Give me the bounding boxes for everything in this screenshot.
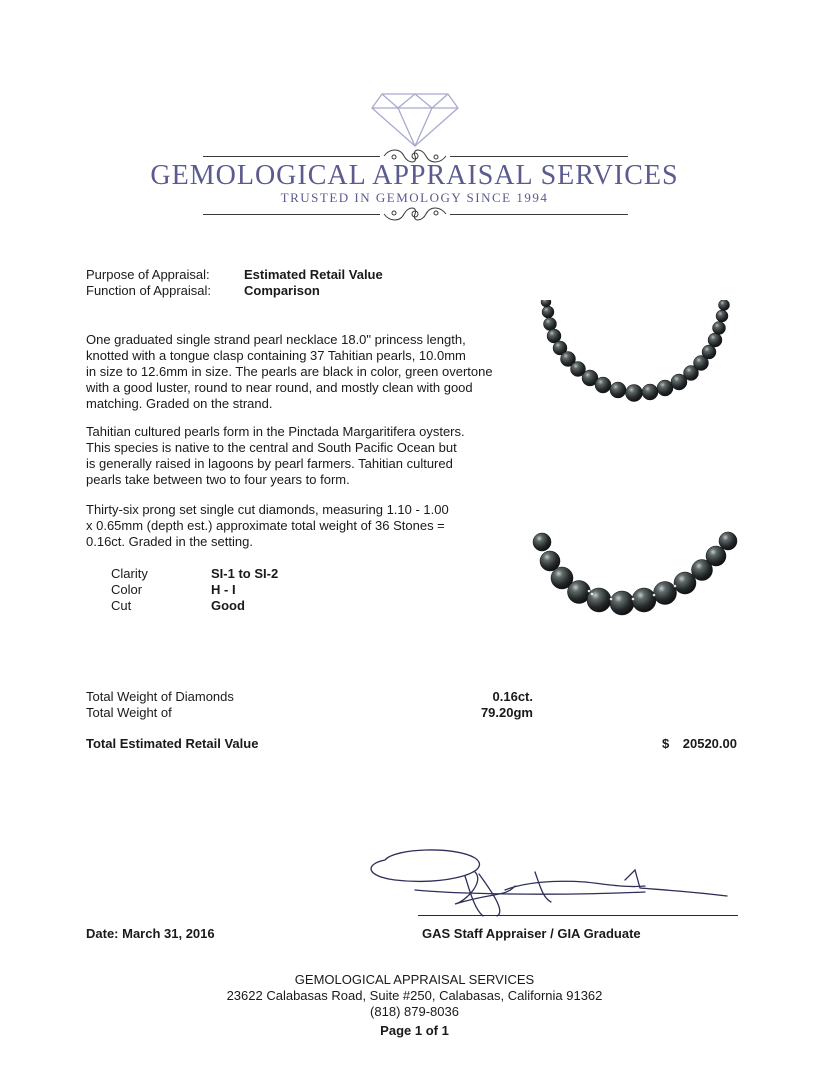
diamond-icon bbox=[370, 92, 460, 148]
text-line: 0.16ct. Graded in the setting. bbox=[86, 534, 253, 549]
text-line: matching. Graded on the strand. bbox=[86, 396, 273, 411]
cut-value: Good bbox=[211, 598, 245, 613]
total-weight-label: Total Weight of bbox=[86, 705, 172, 720]
description-paragraph-3 bbox=[86, 502, 526, 550]
footer-company: GEMOLOGICAL APPRAISAL SERVICES bbox=[294, 972, 535, 987]
clarity-label: Clarity bbox=[111, 566, 148, 581]
text-line: in size to 12.6mm in size. The pearls are black in color, green overtone bbox=[86, 364, 493, 379]
color-label: Color bbox=[111, 582, 143, 597]
text-line: This species is native to the central and South Pacific Ocean but bbox=[86, 440, 457, 455]
text-line: is generally raised in lagoons by pearl farmers. Tahitian cultured bbox=[86, 456, 453, 471]
pearl-necklace-image bbox=[530, 300, 740, 410]
color-value: H - I bbox=[211, 582, 236, 597]
total-diamond-weight-label: Total Weight of Diamonds bbox=[86, 689, 234, 704]
function-label: Function of Appraisal: bbox=[86, 283, 212, 298]
page-number: Page 1 of 1 bbox=[380, 1023, 449, 1038]
cut-label: Cut bbox=[111, 598, 132, 613]
footer-phone: (818) 879-8036 bbox=[370, 1004, 459, 1019]
brand-name: GEMOLOGICAL APPRAISAL SERVICES bbox=[150, 160, 679, 191]
purpose-label: Purpose of Appraisal: bbox=[86, 267, 210, 282]
function-value: Comparison bbox=[244, 283, 320, 298]
appraisal-date: Date: March 31, 2016 bbox=[86, 926, 215, 941]
description-paragraph-1 bbox=[86, 332, 526, 412]
text-line: One graduated single strand pearl necklace 18.0" princess length, bbox=[86, 332, 466, 347]
text-line: pearls take between two to four years to form. bbox=[86, 472, 350, 487]
purpose-value: Estimated Retail Value bbox=[244, 267, 383, 282]
currency-symbol: $ bbox=[662, 736, 670, 751]
text-line: knotted with a tongue clasp containing 37 Tahitian pearls, 10.0mm bbox=[86, 348, 466, 363]
clarity-value: SI-1 to SI-2 bbox=[211, 566, 279, 581]
brand-tagline: TRUSTED IN GEMOLOGY SINCE 1994 bbox=[280, 190, 549, 205]
total-weight-value: 79.20gm bbox=[480, 705, 533, 720]
text-line: Tahitian cultured pearls form in the Pinctada Margaritifera oysters. bbox=[86, 424, 465, 439]
signature-line bbox=[418, 915, 738, 916]
text-line: Thirty-six prong set single cut diamonds, measuring 1.10 - 1.00 bbox=[86, 502, 449, 517]
signer-title: GAS Staff Appraiser / GIA Graduate bbox=[422, 926, 641, 941]
description-paragraph-2 bbox=[86, 424, 526, 488]
total-retail-value: 20520.00 bbox=[682, 736, 737, 751]
signature-image bbox=[355, 842, 735, 922]
text-line: x 0.65mm (depth est.) approximate total weight of 36 Stones = bbox=[86, 518, 445, 533]
footer-address: 23622 Calabasas Road, Suite #250, Calabasas, California 91362 bbox=[226, 988, 603, 1003]
text-line: with a good luster, round to near round, and mostly clean with good bbox=[86, 380, 473, 395]
total-retail-value-label: Total Estimated Retail Value bbox=[86, 736, 259, 751]
pearl-closeup-image bbox=[532, 528, 742, 623]
total-diamond-weight-value: 0.16ct. bbox=[492, 689, 533, 704]
ornament-icon bbox=[380, 206, 450, 222]
